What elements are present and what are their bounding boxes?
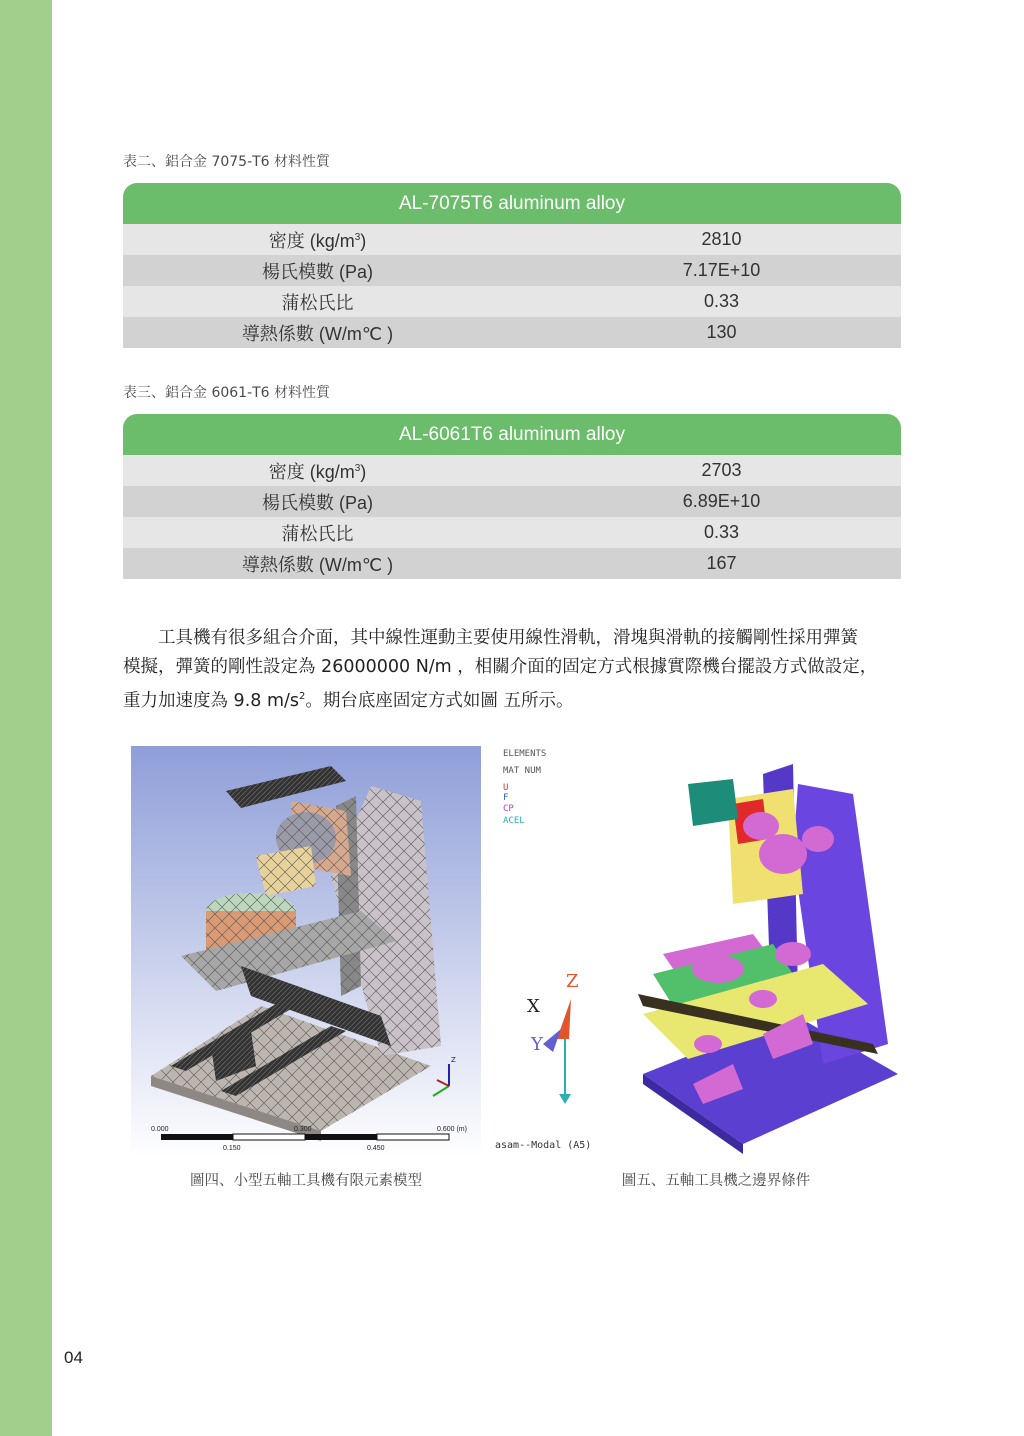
- figure5-caption: 圖五、五軸工具機之邊界條件: [621, 1173, 811, 1189]
- table2: [123, 183, 901, 348]
- legend-item: MAT NUM: [503, 766, 541, 776]
- legend-item: F: [503, 793, 509, 803]
- property-value: 167: [706, 553, 737, 573]
- property-name: 楊氏模數 (Pa): [261, 492, 373, 513]
- property-name: 導熱係數 (W/m℃ ): [241, 323, 394, 344]
- figure4-caption: 圖四、小型五軸工具機有限元素模型: [190, 1173, 422, 1189]
- property-value: 130: [706, 322, 737, 342]
- property-name: 導熱係數 (W/m℃ ): [241, 554, 394, 575]
- property-name: 密度 $(kg/m^3)$: [268, 230, 367, 251]
- property-value: 6.89E+10: [682, 491, 761, 511]
- property-name: 密度 $(kg/m^3)$: [268, 461, 367, 482]
- scale-label: 0.450: [367, 1145, 385, 1152]
- property-value: 2703: [701, 460, 742, 480]
- axis-label-z: Z: [566, 971, 579, 992]
- property-name: 楊氏模數 (Pa): [261, 261, 373, 282]
- table2-header: AL-7075T6 aluminum alloy: [123, 183, 901, 224]
- paragraph-line: 工具機有很多組合介面，其中線性運動主要使用線性滑軌，滑塊與滑軌的接觸剛性採用彈簧: [123, 628, 858, 648]
- property-value: 7.17E+10: [682, 260, 761, 280]
- scale-label: 0.000: [151, 1126, 169, 1133]
- paragraph-line: 模擬，彈簧的剛性設定為 26000000 N/m ，相關介面的固定方式根據實際機台擺設方式做設定，: [123, 657, 878, 677]
- fem-model-illustration: [131, 746, 481, 1158]
- analysis-label: asam--Modal (A5): [495, 1140, 592, 1151]
- table-row: [123, 548, 901, 579]
- scale-label: 0.150: [223, 1145, 241, 1152]
- scale-label: 0.600 (m): [437, 1126, 467, 1133]
- property-value: 2810: [701, 229, 742, 249]
- table-row: [123, 486, 901, 517]
- page-number: 04: [64, 1348, 83, 1367]
- axis-label-x: X: [527, 996, 540, 1017]
- table-row: [123, 517, 901, 548]
- paragraph-line: 重力加速度為 9.8 $m/s^2$。期台底座固定方式如圖 五所示。: [123, 690, 574, 711]
- axis-label-y: Y: [531, 1034, 543, 1055]
- property-value: 0.33: [703, 522, 740, 542]
- legend-item: CP: [503, 804, 514, 814]
- property-name: 蒲松氏比: [281, 523, 354, 544]
- table2-caption: 表二、鋁合金 7075-T6 材料性質: [123, 154, 331, 170]
- property-value: 0.33: [703, 291, 740, 311]
- boundary-conditions-illustration: [493, 744, 905, 1158]
- property-name: 蒲松氏比: [281, 292, 354, 313]
- table-row: [123, 286, 901, 317]
- legend-item: ACEL: [503, 816, 525, 826]
- triad-axis-label: Z: [451, 1056, 456, 1064]
- legend-item: U: [503, 783, 509, 793]
- table-row: [123, 317, 901, 348]
- body-paragraph: [123, 624, 907, 716]
- table3-caption: 表三、鋁合金 6061-T6 材料性質: [123, 385, 331, 401]
- legend-item: ELEMENTS: [503, 749, 547, 759]
- table-row: [123, 255, 901, 286]
- figure4-fem-model: [131, 746, 481, 1158]
- figure5-boundary-conditions: [493, 744, 905, 1158]
- table3-header: AL-6061T6 aluminum alloy: [123, 414, 901, 455]
- table-row: [123, 224, 901, 255]
- scale-label: 0.300: [294, 1126, 312, 1133]
- table-row: [123, 455, 901, 486]
- table3: [123, 414, 901, 579]
- page-side-stripe: [0, 0, 52, 1436]
